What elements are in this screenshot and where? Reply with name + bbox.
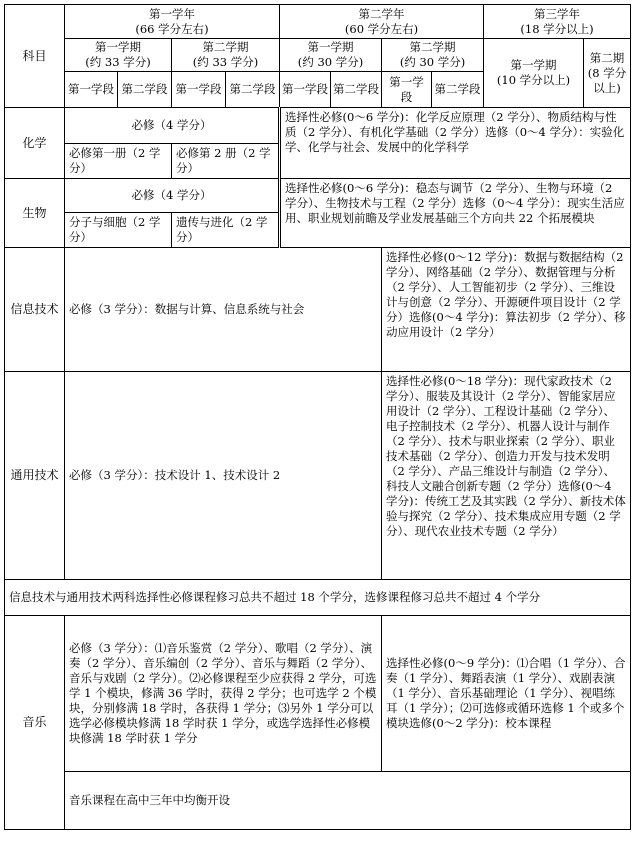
y2s1-stage1: 第一学段 xyxy=(280,72,331,108)
year2-sem2-header xyxy=(382,39,484,72)
header-row-semesters xyxy=(5,39,631,72)
subject-header: 科目 xyxy=(5,5,65,108)
music-subject: 音乐 xyxy=(5,616,65,830)
general-tech-row xyxy=(5,372,631,580)
y2s1-stage2: 第二学段 xyxy=(331,72,382,108)
tech-note-row xyxy=(5,580,631,616)
music-row xyxy=(5,616,631,772)
year3-sem1-credits: (10 学分以上) xyxy=(496,73,571,87)
chemistry-required: 必修（4 学分） xyxy=(65,108,280,144)
year2-title: 第二学年 xyxy=(358,6,405,21)
music-note: 音乐课程在高中三年中均衡开设 xyxy=(65,772,631,830)
y1s1-stage2: 第二学段 xyxy=(118,72,172,108)
year1-sem2-title: 第二学期 xyxy=(202,40,249,54)
general-tech-subject: 通用技术 xyxy=(5,372,65,580)
general-tech-elective: 选择性必修(0～18 学分)：现代家政技术（2 学分）、服装及其设计（2 学分）、智能家居应用设计（2 学分）、工程设计基础（2 学分）、电子控制技术（2 学分）、机器人设计与制作（2 学分）、技术与职业探索（2 学分）、职业技术基础（2 学分）、创造力开发与技术发明（2 学分）、产品三维设计与制造（2 学分）、科技人文融合创新专题（2 学分）选修(0～4 学分)：传统工艺及其实践（2 学分）、新技术体验与探究（2 学分）、技术集成应用专题（2 学分）、现代农业技术专题（2 学分） xyxy=(382,372,631,580)
year2-sem1-header xyxy=(280,39,382,72)
year1-title: 第一学年 xyxy=(149,6,195,21)
header-row-years xyxy=(5,5,631,39)
year1-credits: (66 学分左右) xyxy=(135,21,209,36)
year1-sem1-header xyxy=(65,39,172,72)
year3-sem2-credits: (8 学分以上) xyxy=(587,65,627,95)
it-row xyxy=(5,248,631,372)
biology-row xyxy=(5,179,631,213)
year2-sem2-title: 第二学期 xyxy=(409,40,456,54)
curriculum-table xyxy=(4,4,631,830)
year1-sem1-title: 第一学期 xyxy=(95,40,141,54)
year3-header xyxy=(484,5,631,39)
year2-sem2-credits: (约 30 学分) xyxy=(399,55,466,69)
year1-sem2-credits: (约 33 学分) xyxy=(192,55,259,69)
year3-credits: (18 学分以上) xyxy=(520,21,594,36)
year2-sem1-title: 第一学期 xyxy=(307,40,354,54)
year3-sem2-title: 第二期 xyxy=(589,50,625,65)
biology-required: 必修（4 学分） xyxy=(65,179,280,213)
chemistry-subject: 化学 xyxy=(5,108,65,179)
biology-book1: 分子与细胞（2 学分） xyxy=(65,213,172,248)
y2s2-stage2: 第二学段 xyxy=(432,72,484,108)
year2-header xyxy=(280,5,484,39)
year3-title: 第三学年 xyxy=(534,6,581,21)
music-elective: 选择性必修(0～9 学分)：⑴合唱（1 学分）、合奏（1 学分）、舞蹈表演（1 学分）、戏剧表演（1 学分）、音乐基础理论（1 学分）、视唱练耳（1 学分）；⑵可选修或循环选修 1 个或多个模块选修(0～2 学分)：校本课程 xyxy=(382,616,631,772)
music-note-row xyxy=(5,772,631,830)
year1-sem1-credits: (约 33 学分) xyxy=(85,55,151,69)
year3-sem1-title: 第一学期 xyxy=(510,58,557,72)
y1s1-stage1: 第一学段 xyxy=(65,72,118,108)
biology-elective: 选择性必修(0～6 学分)：稳态与调节（2 学分）、生物与环境（2 学分）、生物技术与工程（2 学分）选修（0～4 学分）：现实生活应用、职业规划前瞻及学业发展基础三个方向共 22 个拓展模块 xyxy=(280,179,631,248)
it-elective: 选择性必修(0～12 学分)：数据与数据结构（2 学分）、网络基础（2 学分）、数据管理与分析（2 学分）、人工智能初步（2 学分）、三维设计与创意（2 学分）、开源硬件项目设计（2 学分）选修(0～4 学分)：算法初步（2 学分）、移动应用设计（2 学分） xyxy=(382,248,631,372)
tech-note: 信息技术与通用技术两科选择性必修课程修习总共不超过 18 个学分，选修课程修习总共不超过 4 个学分 xyxy=(5,580,631,616)
biology-book2: 遗传与进化（2 学分） xyxy=(172,213,280,248)
it-required: 必修（3 学分）：数据与计算、信息系统与社会 xyxy=(65,248,382,372)
it-subject: 信息技术 xyxy=(5,248,65,372)
year3-sem1-header xyxy=(484,39,584,108)
chemistry-book1: 必修第一册（2 学分） xyxy=(65,144,172,179)
chemistry-book2: 必修第 2 册（2 学分） xyxy=(172,144,280,179)
music-required: 必修（3 学分）：⑴音乐鉴赏（2 学分）、歌唱（2 学分）、演奏（2 学分）、音乐编创（2 学分）、音乐与舞蹈（2 学分）、音乐与戏剧（2 学分）。⑵必修课程至少应获得 2 学分，可选学 1 个模块，修满 36 学时，获得 2 学分；也可选学 2 个模块，分别修满 18 学时，各获得 1 学分；⑶另外 1 学分可以选学必修模块修满 18 学时获 1 学分，或选学选择性必修模块修满 18 学时获 1 学分 xyxy=(65,616,382,772)
year1-sem2-header xyxy=(172,39,280,72)
biology-subject: 生物 xyxy=(5,179,65,248)
year2-sem1-credits: (约 30 学分) xyxy=(297,55,364,69)
year1-header xyxy=(65,5,280,39)
chemistry-elective: 选择性必修(0～6 学分)：化学反应原理（2 学分）、物质结构与性质（2 学分）、有机化学基础（2 学分）选修（0～4 学分）：实验化学、化学与社会、发展中的化学科学 xyxy=(280,108,631,179)
y2s2-stage1: 第一学段 xyxy=(382,72,432,108)
chemistry-row xyxy=(5,108,631,144)
year2-credits: (60 学分左右) xyxy=(344,21,419,36)
y1s2-stage1: 第一学段 xyxy=(172,72,226,108)
general-tech-required: 必修（3 学分）：技术设计 1、技术设计 2 xyxy=(65,372,382,580)
year3-sem2-header xyxy=(584,39,631,108)
y1s2-stage2: 第二学段 xyxy=(226,72,280,108)
